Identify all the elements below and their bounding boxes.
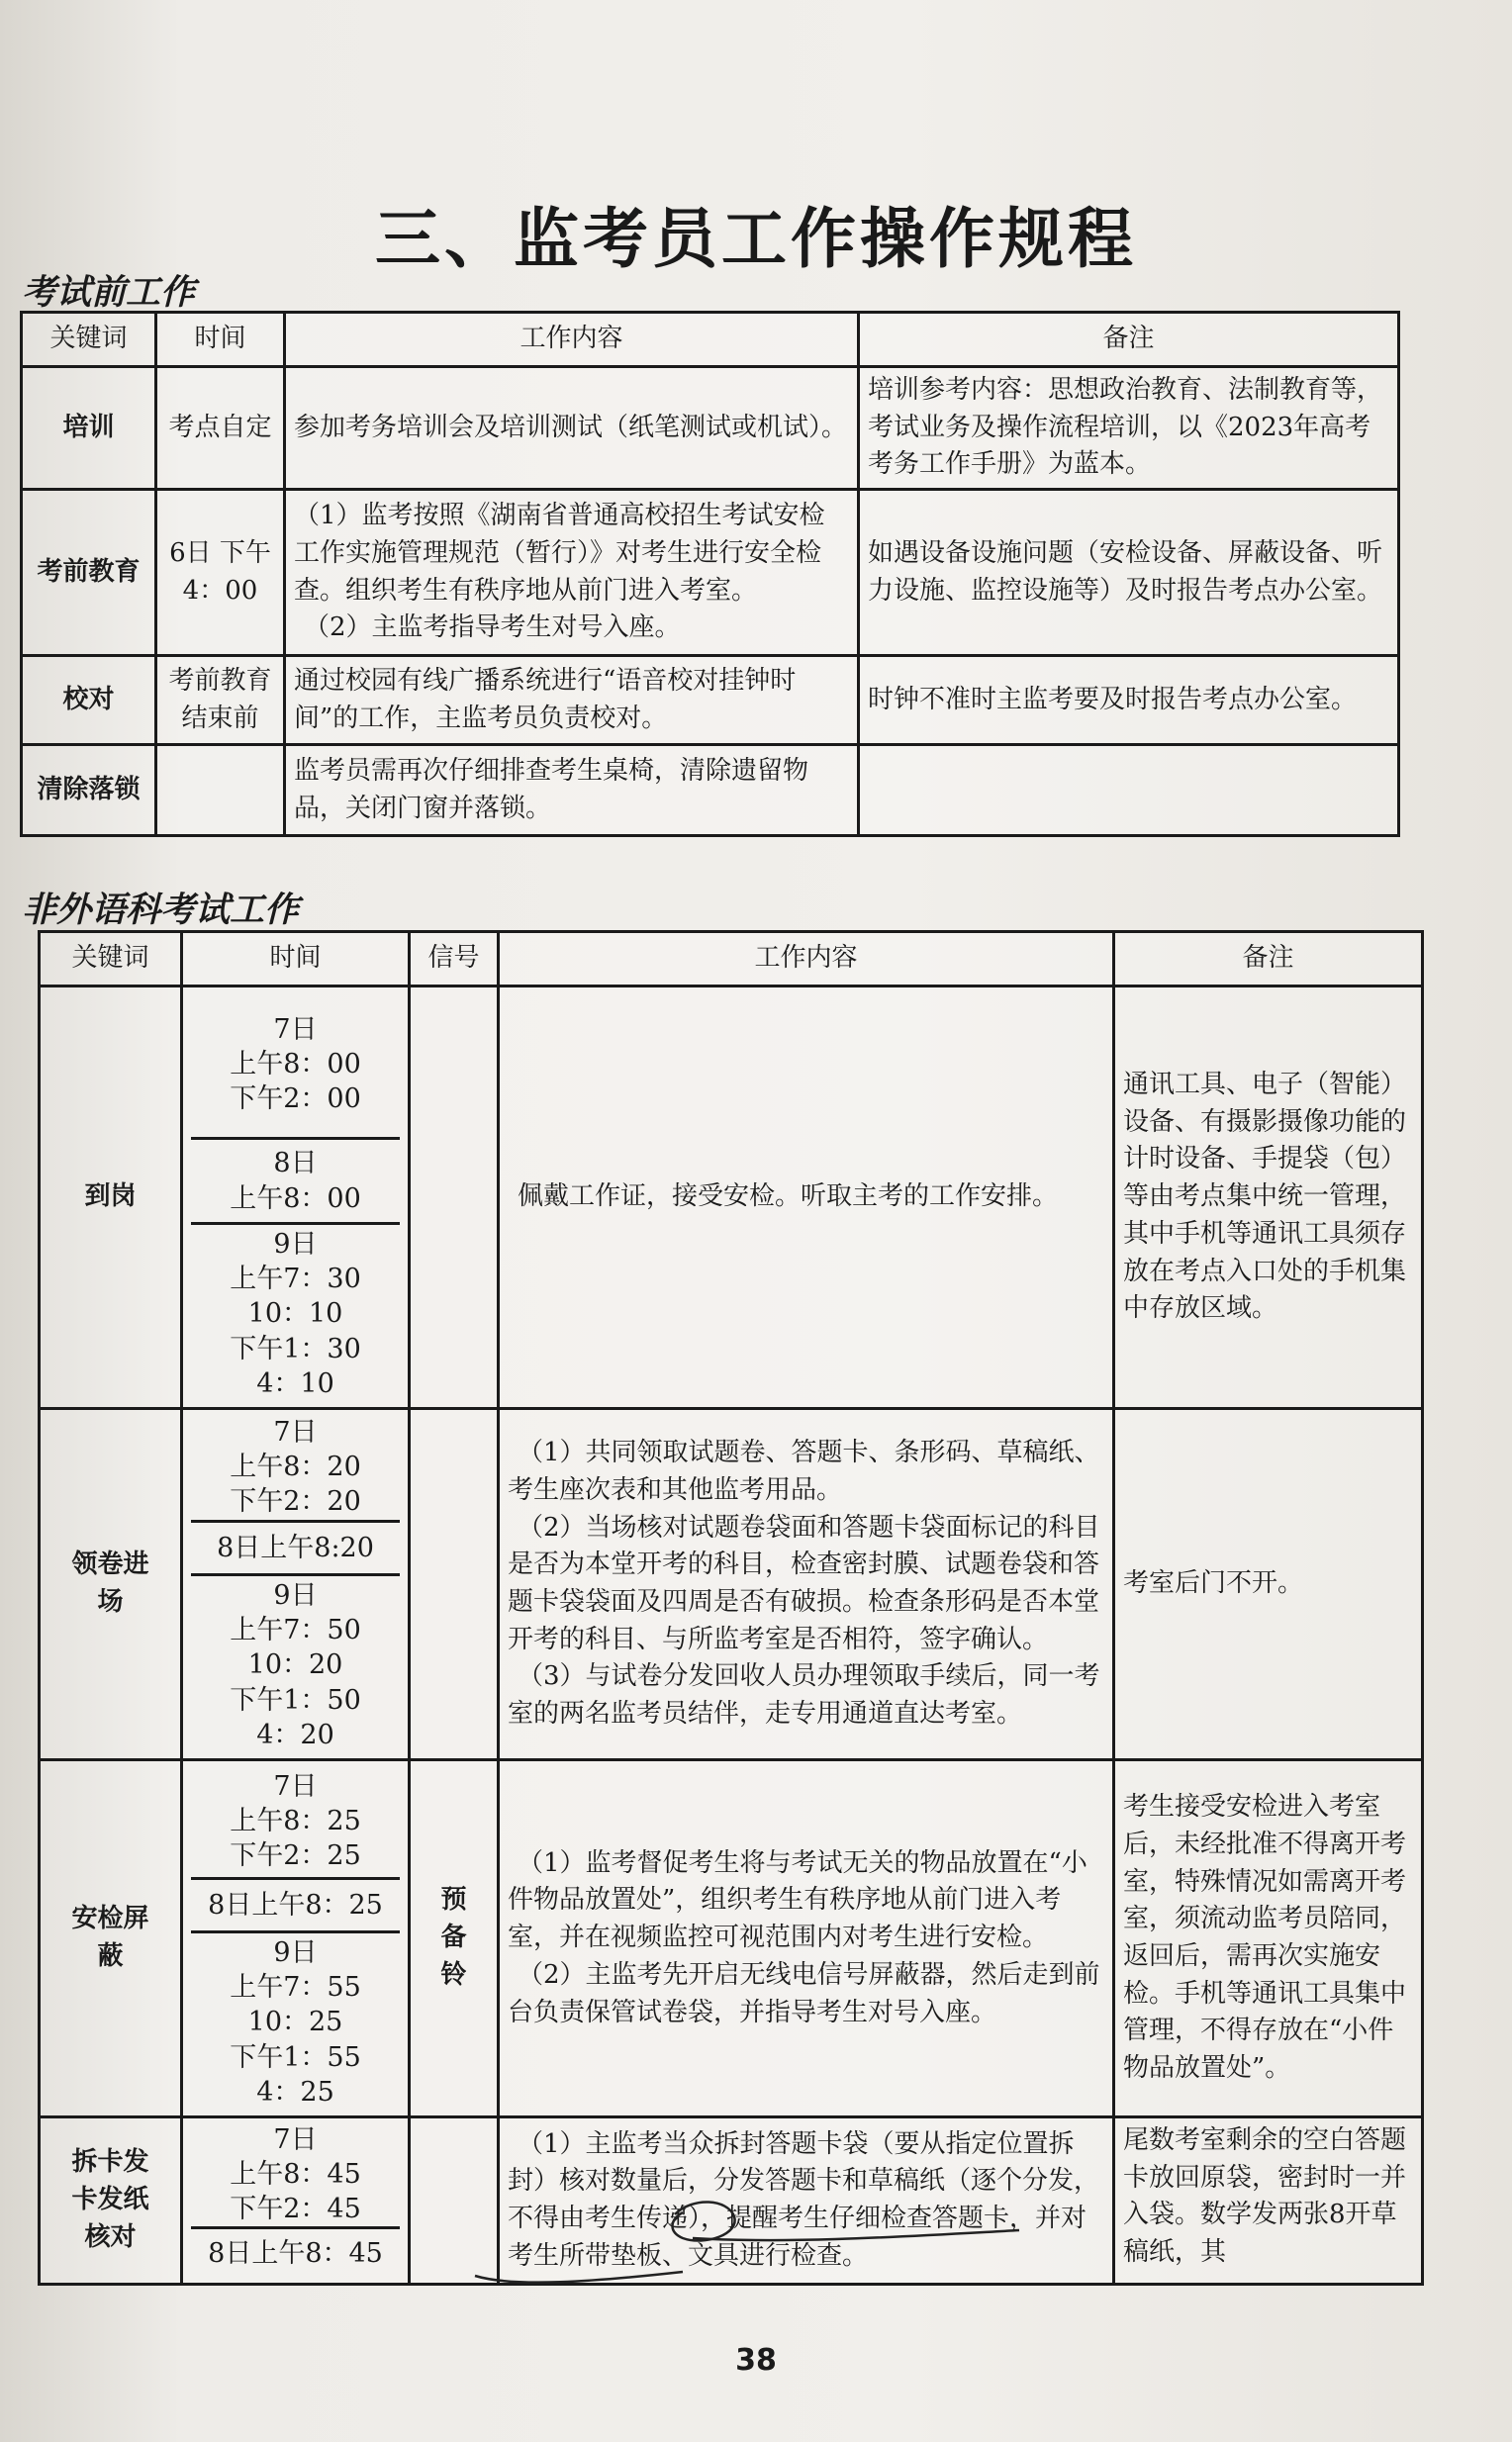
row-time-cell	[182, 2117, 410, 2285]
row-keyword: 清除落锁	[22, 745, 156, 836]
row-note: 尾数考室剩余的空白答题卡放回原袋，密封时一并入袋。数学发两张8开草稿纸，其	[1114, 2117, 1423, 2285]
row-keyword: 到岗	[40, 986, 182, 1409]
content-paragraph: （2）主监考先开启无线电信号屏蔽器，然后走到前台负责保管试卷袋，并指导考生对号入座。	[508, 1959, 1100, 2027]
header-time: 时间	[182, 932, 410, 986]
row-signal: 预备铃	[410, 1760, 499, 2117]
time-block	[191, 2229, 400, 2279]
row-note: 考室后门不开。	[1114, 1409, 1423, 1760]
row-note	[859, 745, 1399, 836]
row-keyword: 校对	[22, 656, 156, 745]
row-content	[285, 656, 859, 745]
row-note: 如遇设备设施问题（安检设备、屏蔽设备、听力设施、监控设施等）及时报告考点办公室。	[859, 490, 1399, 656]
time-line: 8日上午8：45	[208, 2238, 383, 2270]
time-line: 下午1：55	[230, 2041, 361, 2073]
row-note: 考生接受安检进入考室后，未经批准不得离开考室，特殊情况如需离开考室，须流动监考员陪同，返回后，需再次实施安检。手机等通讯工具集中管理，不得存放在“小件物品放置处”。	[1114, 1760, 1423, 2117]
time-line: 9日	[273, 1229, 318, 1261]
table-row	[22, 490, 1399, 656]
page-title: 三、监考员工作操作规程	[375, 201, 1137, 277]
time-block	[191, 2122, 400, 2229]
table-row	[40, 2117, 1423, 2285]
time-line: 上午8：00	[230, 1048, 361, 1080]
time-line: 7日	[273, 1416, 318, 1448]
row-note: 通讯工具、电子（智能）设备、有摄影摄像功能的计时设备、手提袋（包）等由考点集中统一管理，其中手机等通讯工具须存放在考点入口处的手机集中存放区域。	[1114, 986, 1423, 1409]
exam-work-table	[38, 930, 1424, 2286]
row-content	[499, 986, 1114, 1409]
content-paragraph: （1）共同领取试题卷、答题卡、条形码、草稿纸、考生座次表和其他监考用品。	[508, 1438, 1100, 1505]
table-header-row	[22, 313, 1399, 367]
time-line: 下午1：30	[230, 1333, 361, 1364]
time-block	[191, 1414, 400, 1523]
time-block	[191, 1523, 400, 1576]
pre-exam-table	[20, 311, 1400, 837]
time-block	[191, 1880, 400, 1933]
table-row	[22, 367, 1399, 490]
content-paragraph: 参加考务培训会及培训测试（纸笔测试或机试）。	[294, 412, 848, 442]
row-time	[156, 745, 285, 836]
row-time: 考点自定	[156, 367, 285, 490]
header-note: 备注	[859, 313, 1399, 367]
row-content	[285, 745, 859, 836]
time-line: 9日	[273, 1937, 318, 1969]
content-paragraph: 佩戴工作证，接受安检。听取主考的工作安排。	[518, 1181, 1059, 1212]
time-line: 下午2：25	[230, 1840, 361, 1872]
row-content	[285, 490, 859, 656]
row-content	[499, 1409, 1114, 1760]
time-line: 上午7：55	[230, 1972, 361, 2004]
row-time: 6日 下午4：00	[156, 490, 285, 656]
time-line: 10：10	[247, 1298, 343, 1330]
row-content	[285, 367, 859, 490]
time-line: 上午8：25	[230, 1805, 361, 1836]
time-line: 8日	[273, 1148, 318, 1179]
time-line: 下午2：20	[230, 1486, 361, 1518]
row-signal	[410, 2117, 499, 2285]
time-line: 4：20	[256, 1719, 334, 1750]
time-line: 8日上午8:20	[217, 1532, 374, 1563]
time-line: 10：20	[247, 1649, 343, 1681]
header-note: 备注	[1114, 932, 1423, 986]
row-keyword: 培训	[22, 367, 156, 490]
time-line: 8日上午8：25	[208, 1889, 383, 1921]
time-line: 上午8：45	[230, 2158, 361, 2190]
header-keyword: 关键词	[22, 313, 156, 367]
time-line: 10：25	[247, 2007, 343, 2038]
time-block	[191, 991, 400, 1140]
row-content	[499, 2117, 1114, 2285]
time-block	[191, 1933, 400, 2112]
header-time: 时间	[156, 313, 285, 367]
row-note: 培训参考内容：思想政治教育、法制教育等，考试业务及操作流程培训，以《2023年高考考务工作手册》为蓝本。	[859, 367, 1399, 490]
time-line: 上午8：00	[230, 1182, 361, 1214]
time-line: 4：10	[256, 1367, 334, 1399]
row-note: 时钟不准时主监考要及时报告考点办公室。	[859, 656, 1399, 745]
row-time-cell	[182, 1760, 410, 2117]
time-line: 上午7：30	[230, 1264, 361, 1295]
time-line: 4：25	[256, 2076, 334, 2108]
time-line: 上午7：50	[230, 1615, 361, 1646]
time-line: 9日	[273, 1580, 318, 1612]
table-row	[40, 1409, 1423, 1760]
section-heading-non-foreign-language: 非外语科考试工作	[22, 891, 300, 930]
row-time-cell	[182, 986, 410, 1409]
content-paragraph: （1）监考按照《湖南省普通高校招生考试安检工作实施管理规范（暂行）》对考生进行安全检查。组织考生有秩序地从前门进入考室。	[294, 501, 825, 606]
table-row	[40, 1760, 1423, 2117]
table-row	[40, 986, 1423, 1409]
row-signal	[410, 986, 499, 1409]
section-heading-pre-exam: 考试前工作	[22, 273, 196, 313]
content-paragraph: （2）主监考指导考生对号入座。	[304, 612, 681, 643]
table-row	[22, 656, 1399, 745]
time-line: 下午2：00	[230, 1083, 361, 1115]
content-paragraph: 监考员需再次仔细排查考生桌椅，清除遗留物品，关闭门窗并落锁。	[294, 755, 809, 823]
time-block	[191, 1140, 400, 1225]
content-paragraph: 通过校园有线广播系统进行“语音校对挂钟时间”的工作，主监考员负责校对。	[294, 665, 797, 733]
row-keyword: 领卷进场	[40, 1409, 182, 1760]
header-keyword: 关键词	[40, 932, 182, 986]
table-header-row	[40, 932, 1423, 986]
content-paragraph: （1）监考督促考生将与考试无关的物品放置在“小件物品放置处”，组织考生有秩序地从前门进入考室，并在视频监控可视范围内对考生进行安检。	[508, 1847, 1087, 1953]
content-paragraph: （1）主监考当众拆封答题卡袋（要从指定位置拆封）核对数量后，分发答题卡和草稿纸（逐个分发，不得由考生传递），提醒考生仔细检查答题卡，并对考生所带垫板、文具进行检查。	[508, 2128, 1100, 2271]
header-content: 工作内容	[285, 313, 859, 367]
page-number: 38	[735, 2343, 777, 2378]
time-block	[191, 1765, 400, 1880]
time-block	[191, 1576, 400, 1754]
row-signal	[410, 1409, 499, 1760]
time-line: 7日	[273, 2123, 318, 2155]
header-content: 工作内容	[499, 932, 1114, 986]
time-line: 下午1：50	[230, 1684, 361, 1716]
row-time: 考前教育结束前	[156, 656, 285, 745]
row-keyword: 安检屏蔽	[40, 1760, 182, 2117]
content-paragraph: （3）与试卷分发回收人员办理领取手续后，同一考室的两名监考员结伴，走专用通道直达考室。	[508, 1661, 1100, 1730]
time-line: 下午2：45	[230, 2194, 361, 2225]
time-line: 上午8：20	[230, 1451, 361, 1482]
row-keyword: 拆卡发卡发纸核对	[40, 2117, 182, 2285]
row-content	[499, 1760, 1114, 2117]
row-time-cell	[182, 1409, 410, 1760]
time-block	[191, 1225, 400, 1403]
content-paragraph: （2）当场核对试题卷袋面和答题卡袋面标记的科目是否为本堂开考的科目，检查密封膜、试题卷袋和答题卡袋袋面及四周是否有破损。检查条形码是否本堂开考的科目、与所监考室是否相符，签字确认。	[508, 1512, 1100, 1654]
time-line: 7日	[273, 1013, 318, 1045]
row-keyword: 考前教育	[22, 490, 156, 656]
time-line: 7日	[273, 1770, 318, 1802]
table-row	[22, 745, 1399, 836]
header-signal: 信号	[410, 932, 499, 986]
